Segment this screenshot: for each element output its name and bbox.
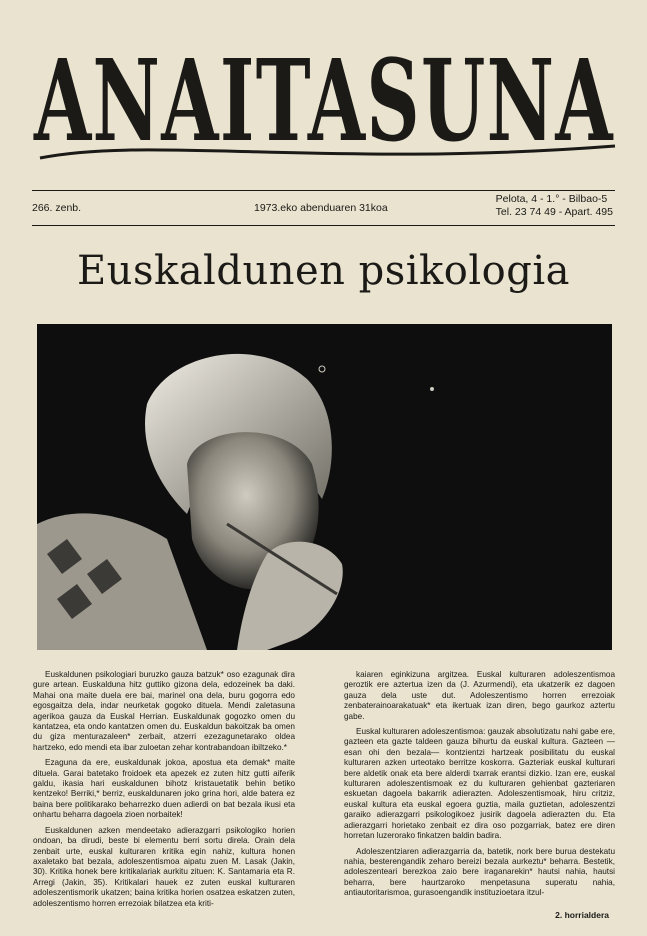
logo-graphic <box>30 28 620 178</box>
address-line-1: Pelota, 4 - 1.° - Bilbao-5 <box>495 193 608 205</box>
header-bottom-rule <box>32 225 615 226</box>
paragraph: Ezaguna da ere, euskaldunak jokoa, apostua eta demak* maite dituela. Garai batetako froidoek eta apezek ez zuten hitz gutti aiferik galdu, ikasia hari euskaldunen bihotz kristauetatik behin betiko kentzeko! Berriki,* berriz, euskaldunaren joko grina hori, alde batera ez baina bere politikarako beharrezko duen adierdi on bat bezala ikusi eta onhartu beharra dagoela zioen norbaitek! <box>33 758 295 820</box>
masthead-logo <box>30 28 620 178</box>
publisher-address <box>496 193 613 219</box>
portrait-photo <box>37 324 612 650</box>
article-column-right <box>344 670 615 904</box>
article-column-left <box>33 670 295 914</box>
issue-date: 1973.eko abenduaren 31koa <box>254 202 388 214</box>
portrait-illustration <box>37 324 612 650</box>
paragraph: Euskaldunen azken mendeetako adierazgarri psikologiko horien ondoan, ba dirudi, beste bi elementu berri sortu direla. Orain dela zenbait urte, euskal kulturaren kritika egin nahiz, kultura honen axaletako bat bezala, adoleszentismoa aipatu zuen M. Lasak (Jakin, 30). Kritika honek bere kritikalariak aurkitu zituen: K. Santamaria eta R. Arregi (Jakin, 35). Kritikalari hauek ez zuten euskal kulturaren adoleszentismorik ukatzen; baina kritika horien osatzea eskatzen zuten, adoleszentismo horren errezoiak bilatzea eta kriti- <box>33 825 295 908</box>
logo-title: ANAITASUNA <box>33 36 615 167</box>
continued-on-page[interactable]: 2. horrialdera <box>555 910 609 920</box>
paragraph: Adoleszentziaren adierazgarria da, batetik, nork bere burua destekatu nahia, besterengandik zeharo bereizi bezala aurkeztu* beharra. Bestetik, adoleszenteari berezkoa zaio bere iraganarekin* hautsi nahia, hautsi beharra, bere haurtzaroko menpetasuna superatu nahia, antiautoritarismoa, gurasoengandik instituzioetara itzul- <box>344 846 615 898</box>
paragraph: Euskal kulturaren adoleszentismoa: gauzak absolutizatu nahi gabe ere, gazteen eta gazte taldeen gauza bihurtu da euskal kultura. Gazteen —esan ohi den bezala— kontzientzi hartzeak posibilitatu du euskal kulturaren azken urteotako berritze koskorra. Gazteriak euskal kulturari bere aldetik onak eta bere alderdi txarrak erantsi dizkio. Izan ere, euskal kulturaren adoleszentismoak ez du kulturaren gehienbat gazteriaren eskuetan dagoela bakarrik adierazten. Adoleszentismoak, hiru critziz, euskal kultura eta euskal egoera guztia, maila guztietan, adoleszentzi garaiko adierazgarri psikologikoez jusirik dagoela adierazten du. Eta adierazgarri horietako zenbait ez dira oso pozgarriak, batez ere diren horretan luzerorako finkatzen baldin badira. <box>344 727 615 841</box>
header-top-rule <box>32 190 615 191</box>
paragraph: Euskaldunen psikologiari buruzko gauza batzuk* oso ezagunak dira gure artean. Euskalduna hitz guttiko gizona dela, edozeinek ba daki. Mahai ona maite duela ere bai, marinel ona dela, buru gogorra edo egosgaitza dela, indar neurketak gogoko dituela. Mendi zaletasuna agerikoa gauza da Euskal Herrian. Euskaldunak gogozko omen du kantatzea, eta ondo kantatzen omen du. Euskaldun bakoitzak ba omen du giza menturazaleen* zerbait, atzerri ezezagunetarako oldea hartzeko, edo mendi eta ibar zuloetan zehar kontrabandoan ibiltzeko.* <box>33 670 295 752</box>
address-line-2: Tel. 23 74 49 - Apart. 495 <box>495 206 613 218</box>
issue-info-bar <box>32 192 615 222</box>
issue-number: 266. zenb. <box>32 202 82 214</box>
paragraph: kaiaren eginkizuna argitzea. Euskal kulturaren adoleszentismoa geroztik ere aztertua izen da (J. Azurmendi), eta ukatzerik ez dagoen gauza dela uste dut. Adoleszentismo horren errezoiak zenbaterainoarakatuak* eta ikertuak izan diren, bego gaurkoz aztertu gabe. <box>344 670 615 721</box>
article-headline: Euskaldunen psikologia <box>76 248 570 294</box>
